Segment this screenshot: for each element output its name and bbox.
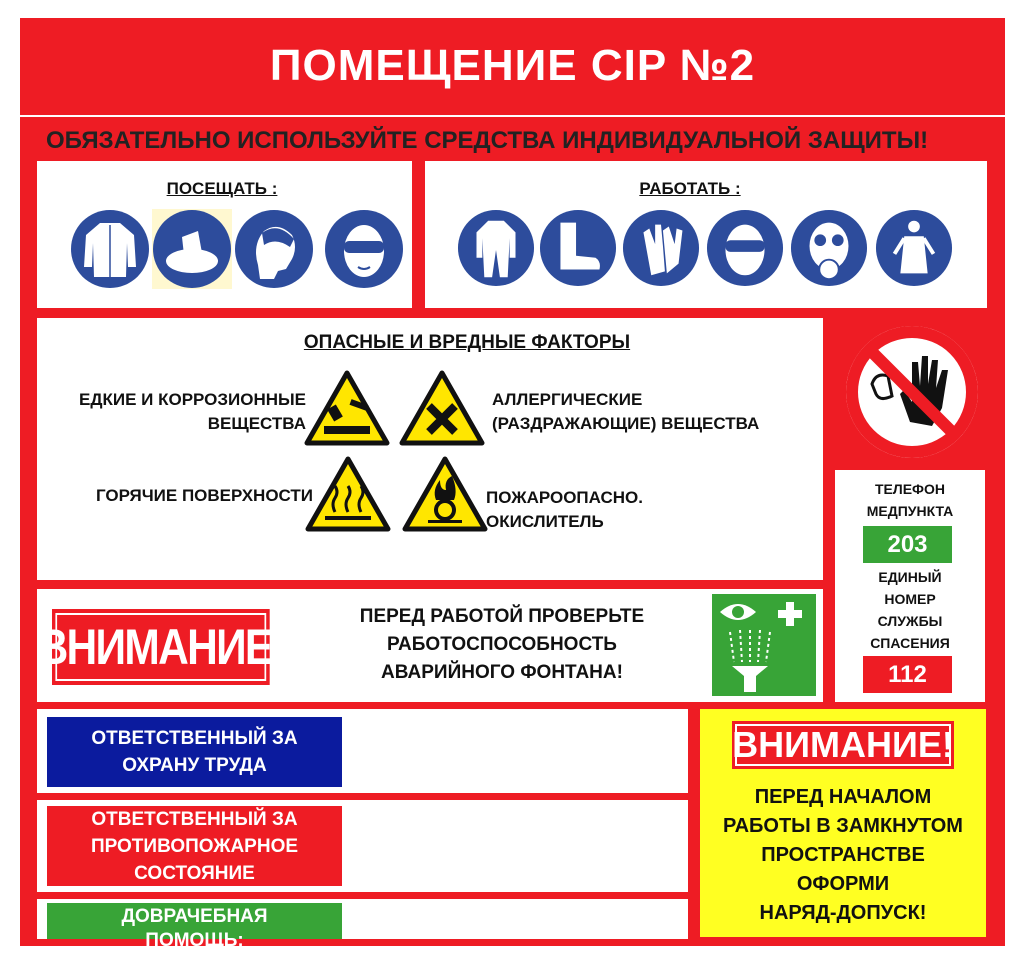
hot-surface-label: ГОРЯЧИЕ ПОВЕРХНОСТИ [95, 486, 313, 505]
fire-panel [37, 800, 688, 892]
eye-wash-icon [710, 592, 818, 698]
work-panel [425, 161, 987, 308]
labor-panel [37, 709, 688, 793]
rescue-phone-label: ЕДИНЫЙ НОМЕР СЛУЖБЫ СПАСЕНИЯ [870, 569, 950, 651]
work-label: РАБОТАТЬ : [639, 179, 741, 198]
corrosive-label: ЕДКИЕ И КОРРОЗИОННЫЕ ВЕЩЕСТВА [79, 390, 306, 433]
apron-icon [875, 209, 953, 287]
lab-coat-icon [70, 209, 150, 289]
med-phone-number: 203 [863, 526, 952, 563]
mandatory-ppe-notice: ОБЯЗАТЕЛЬНО ИСПОЛЬЗУЙТЕ СРЕДСТВА ИНДИВИДУАЛЬНОЙ ЗАЩИТЫ! [46, 127, 929, 154]
phones-panel [835, 470, 985, 702]
first-aid-panel [37, 899, 688, 951]
visit-panel [37, 161, 412, 308]
rescue-phone-number: 112 [863, 656, 952, 693]
shoe-cover-icon [152, 209, 232, 289]
confined-space-panel [700, 709, 986, 937]
rubber-boots-icon [539, 209, 617, 287]
fire-safety-label: ОТВЕТСТВЕННЫЙ ЗА ПРОТИВОПОЖАРНОЕ СОСТОЯНИЕ [47, 806, 342, 886]
oxidizer-label: ПОЖАРООПАСНО. ОКИСЛИТЕЛЬ [486, 488, 643, 531]
confined-attention-label: ВНИМАНИЕ! [732, 721, 954, 769]
oxidizer-warning-icon [402, 456, 488, 532]
safety-board [20, 18, 1005, 951]
labor-safety-label: ОТВЕТСТВЕННЫЙ ЗА ОХРАНУ ТРУДА [47, 717, 342, 787]
title-divider [20, 115, 1005, 117]
irritant-warning-icon [399, 370, 485, 446]
hot-surface-warning-icon [305, 456, 391, 532]
protective-suit-icon [457, 209, 535, 287]
confined-space-instruction: ПЕРЕД НАЧАЛОМ РАБОТЫ В ЗАМКНУТОМ ПРОСТРАНСТВЕ ОФОРМИ НАРЯД-ДОПУСК! [723, 786, 963, 924]
fountain-instruction: ПЕРЕД РАБОТОЙ ПРОВЕРЬТЕ РАБОТОСПОСОБНОСТЬ АВАРИЙНОГО ФОНТАНА! [359, 606, 645, 683]
first-aid-label-overflow: ПОМОЩЬ: [145, 930, 244, 951]
page-title: ПОМЕЩЕНИЕ CIP №2 [269, 40, 756, 90]
hazards-title: ОПАСНЫЕ И ВРЕДНЫЕ ФАКТОРЫ [303, 332, 631, 353]
no-entry-icon [838, 322, 986, 462]
hazards-panel [37, 318, 823, 580]
visit-label: ПОСЕЩАТЬ : [166, 179, 278, 198]
gloves-icon [622, 209, 700, 287]
safety-goggles-icon [324, 209, 404, 289]
no-entry-panel [834, 318, 990, 464]
fountain-panel [37, 589, 823, 702]
attention-label: ВНИМАНИЕ! [52, 609, 270, 685]
allergenic-label: АЛЛЕРГИЧЕСКИЕ (РАЗДРАЖАЮЩИЕ) ВЕЩЕСТВА [492, 390, 760, 433]
safety-goggles-icon [706, 209, 784, 287]
med-phone-label: ТЕЛЕФОН МЕДПУНКТА [866, 481, 954, 519]
hair-net-icon [234, 209, 314, 289]
first-aid-label: ДОВРАЧЕБНАЯ [47, 903, 342, 939]
respirator-icon [790, 209, 868, 287]
corrosive-warning-icon [304, 370, 390, 446]
